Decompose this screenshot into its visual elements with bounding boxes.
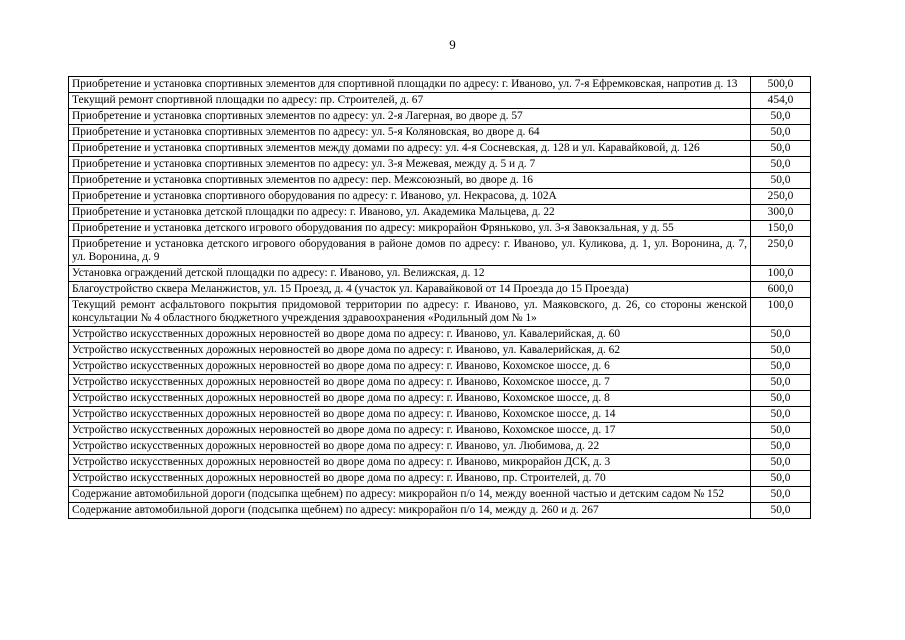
row-amount: 100,0 [751,298,811,327]
table-row [69,487,811,503]
row-description: Устройство искусственных дорожных неровностей во дворе дома по адресу: г. Иваново, ул. Кавалерийская, д. 60 [69,327,751,343]
row-description: Приобретение и установка детского игрового оборудования в районе домов по адресу: г. Иваново, ул. Куликова, д. 1, ул. Воронина, д. 7, ул. Воронина, д. 9 [69,237,751,266]
row-amount: 250,0 [751,237,811,266]
row-amount: 50,0 [751,439,811,455]
table-row [69,141,811,157]
table-row [69,391,811,407]
row-description: Устройство искусственных дорожных неровностей во дворе дома по адресу: г. Иваново, Кохомское шоссе, д. 14 [69,407,751,423]
table-row [69,77,811,93]
table-row [69,455,811,471]
row-description: Приобретение и установка спортивных элементов по адресу: пер. Межсоюзный, во дворе д. 16 [69,173,751,189]
row-description: Содержание автомобильной дороги (подсыпка щебнем) по адресу: микрорайон п/о 14, между д. 260 и д. 267 [69,503,751,519]
table-row [69,375,811,391]
table-row [69,93,811,109]
row-description: Текущий ремонт спортивной площадки по адресу: пр. Строителей, д. 67 [69,93,751,109]
row-amount: 500,0 [751,77,811,93]
table-row [69,205,811,221]
row-description: Приобретение и установка спортивных элементов по адресу: ул. 2-я Лагерная, во дворе д. 57 [69,109,751,125]
table-row [69,125,811,141]
row-amount: 50,0 [751,503,811,519]
row-amount: 454,0 [751,93,811,109]
row-amount: 150,0 [751,221,811,237]
row-description: Устройство искусственных дорожных неровностей во дворе дома по адресу: г. Иваново, ул. Любимова, д. 22 [69,439,751,455]
row-description: Приобретение и установка спортивных элементов для спортивной площадки по адресу: г. Иваново, ул. 7-я Ефремковская, напротив д. 13 [69,77,751,93]
row-description: Устройство искусственных дорожных неровностей во дворе дома по адресу: г. Иваново, Кохомское шоссе, д. 7 [69,375,751,391]
table-row [69,189,811,205]
table-row [69,423,811,439]
row-amount: 300,0 [751,205,811,221]
row-amount: 50,0 [751,423,811,439]
row-description: Приобретение и установка спортивного оборудования по адресу: г. Иваново, ул. Некрасова, д. 102А [69,189,751,205]
row-description: Приобретение и установка спортивных элементов по адресу: ул. 5-я Коляновская, во дворе д. 64 [69,125,751,141]
row-amount: 50,0 [751,487,811,503]
row-description: Приобретение и установка детского игрового оборудования по адресу: микрорайон Фряньково, ул. 3-я Завокзальная, у д. 55 [69,221,751,237]
table-row [69,343,811,359]
table-row [69,439,811,455]
table-row [69,173,811,189]
row-description: Устройство искусственных дорожных неровностей во дворе дома по адресу: г. Иваново, Кохомское шоссе, д. 8 [69,391,751,407]
row-description: Приобретение и установка спортивных элементов по адресу: ул. 3-я Межевая, между д. 5 и д. 7 [69,157,751,173]
table-row [69,109,811,125]
row-amount: 50,0 [751,391,811,407]
row-amount: 100,0 [751,266,811,282]
table-row [69,471,811,487]
row-description: Устройство искусственных дорожных неровностей во дворе дома по адресу: г. Иваново, Кохомское шоссе, д. 6 [69,359,751,375]
row-description: Устройство искусственных дорожных неровностей во дворе дома по адресу: г. Иваново, ул. Кавалерийская, д. 62 [69,343,751,359]
budget-table [68,76,811,519]
row-amount: 50,0 [751,471,811,487]
table-row [69,503,811,519]
row-amount: 50,0 [751,125,811,141]
table-row [69,407,811,423]
table-row [69,298,811,327]
table-row [69,266,811,282]
page-number: 9 [449,37,456,52]
row-amount: 50,0 [751,141,811,157]
table-row [69,282,811,298]
row-description: Приобретение и установка спортивных элементов между домами по адресу: ул. 4-я Сосневская, д. 128 и ул. Каравайковой, д. 126 [69,141,751,157]
table-row [69,327,811,343]
row-amount: 50,0 [751,407,811,423]
row-amount: 50,0 [751,359,811,375]
row-amount: 50,0 [751,173,811,189]
row-amount: 250,0 [751,189,811,205]
row-amount: 50,0 [751,343,811,359]
table-row [69,221,811,237]
table-row [69,237,811,266]
row-description: Устройство искусственных дорожных неровностей во дворе дома по адресу: г. Иваново, микрорайон ДСК, д. 3 [69,455,751,471]
row-amount: 50,0 [751,157,811,173]
row-description: Приобретение и установка детской площадки по адресу: г. Иваново, ул. Академика Мальцева, д. 22 [69,205,751,221]
row-description: Устройство искусственных дорожных неровностей во дворе дома по адресу: г. Иваново, пр. Строителей, д. 70 [69,471,751,487]
row-description: Текущий ремонт асфальтового покрытия придомовой территории по адресу: г. Иваново, ул. Маяковского, д. 26, со стороны женской консультации № 4 областного бюджетного учреждения здравоохранения «Родильный дом № 1» [69,298,751,327]
row-amount: 50,0 [751,327,811,343]
row-description: Благоустройство сквера Меланжистов, ул. 15 Проезд, д. 4 (участок ул. Каравайковой от 14 Проезда до 15 Проезда) [69,282,751,298]
row-description: Устройство искусственных дорожных неровностей во дворе дома по адресу: г. Иваново, Кохомское шоссе, д. 17 [69,423,751,439]
row-amount: 50,0 [751,375,811,391]
row-amount: 50,0 [751,109,811,125]
row-description: Содержание автомобильной дороги (подсыпка щебнем) по адресу: микрорайон п/о 14, между военной частью и детским садом № 152 [69,487,751,503]
row-amount: 50,0 [751,455,811,471]
table-row [69,359,811,375]
row-description: Установка ограждений детской площадки по адресу: г. Иваново, ул. Велижская, д. 12 [69,266,751,282]
budget-table-body [69,77,811,519]
row-amount: 600,0 [751,282,811,298]
table-row [69,157,811,173]
